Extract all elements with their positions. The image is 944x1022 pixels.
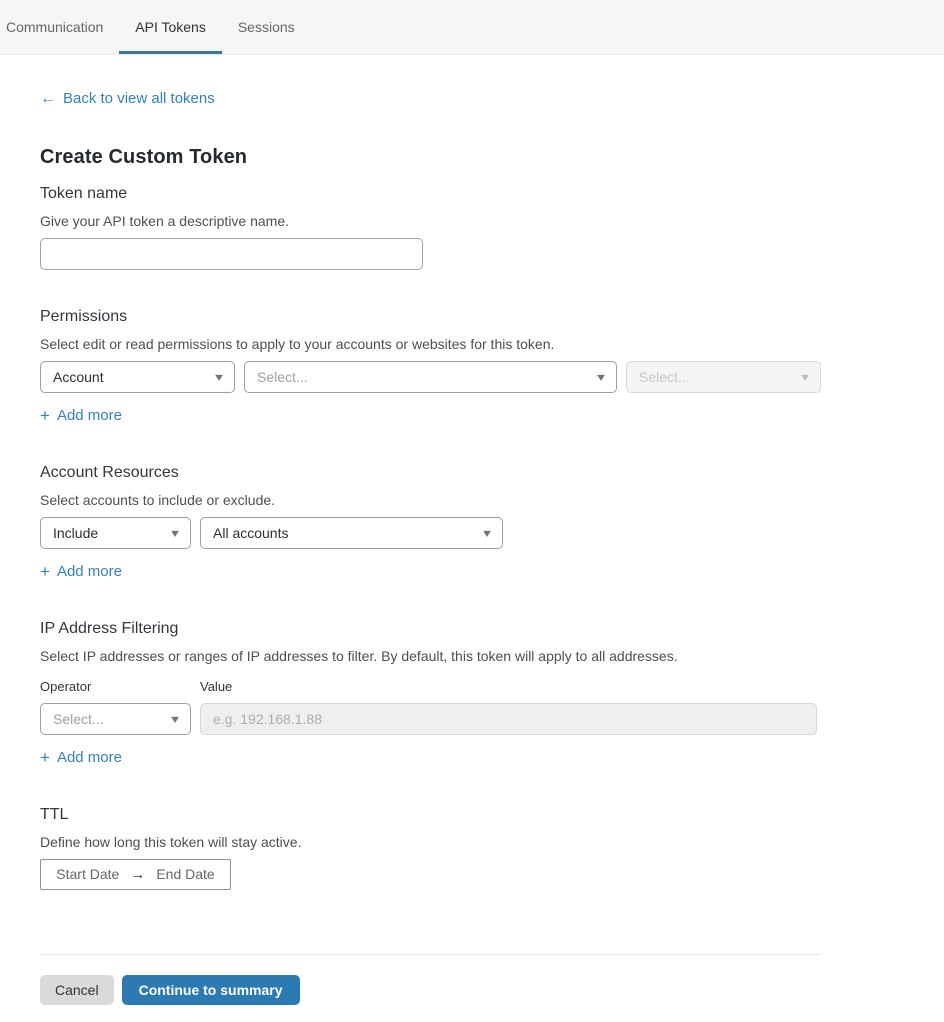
page-title: Create Custom Token xyxy=(40,145,248,168)
back-to-tokens-link[interactable] xyxy=(40,90,215,107)
permission-scope-value: Account xyxy=(53,368,104,385)
ttl-date-range-picker[interactable] xyxy=(40,859,231,890)
tab-sessions-label: Sessions xyxy=(237,19,295,35)
permission-access-select xyxy=(626,361,821,393)
ttl-description: Define how long this token will stay active. xyxy=(40,833,302,850)
plus-icon: + xyxy=(40,747,50,767)
chevron-down-icon: ▾ xyxy=(597,369,605,384)
chevron-down-icon: ▾ xyxy=(215,369,223,384)
operator-label: Operator xyxy=(40,678,92,694)
end-date-placeholder: End Date xyxy=(156,866,215,882)
chevron-down-icon: ▾ xyxy=(171,711,179,726)
token-name-input[interactable] xyxy=(40,238,423,270)
main-content xyxy=(0,55,944,1005)
footer-actions xyxy=(40,975,904,1005)
tab-communication-label: Communication xyxy=(6,19,104,35)
account-resources-add-more-label: Add more xyxy=(56,562,122,580)
arrow-right-icon: → xyxy=(130,865,146,883)
token-name-description: Give your API token a descriptive name. xyxy=(40,212,290,229)
tab-api-tokens-label: API Tokens xyxy=(135,19,206,35)
account-resources-add-more-link[interactable] xyxy=(40,563,122,580)
chevron-down-icon: ▾ xyxy=(171,525,179,540)
footer-divider xyxy=(40,954,820,955)
start-date-placeholder: Start Date xyxy=(56,866,120,882)
arrow-left-icon: ← xyxy=(40,89,56,107)
resource-accounts-select[interactable] xyxy=(200,517,503,549)
ip-operator-placeholder: Select... xyxy=(53,710,104,727)
tab-sessions[interactable] xyxy=(222,0,311,54)
cancel-button[interactable]: Cancel xyxy=(40,975,114,1005)
permissions-add-more-link[interactable] xyxy=(40,407,122,424)
chevron-down-icon: ▾ xyxy=(483,525,491,540)
tab-bar xyxy=(0,0,944,55)
account-resources-label: Account Resources xyxy=(40,463,179,481)
permission-scope-select[interactable] xyxy=(40,361,235,393)
permissions-label: Permissions xyxy=(40,307,128,325)
account-resources-description: Select accounts to include or exclude. xyxy=(40,491,276,508)
ip-operator-select[interactable] xyxy=(40,703,191,735)
ip-filtering-add-more-label: Add more xyxy=(56,748,122,766)
ttl-label: TTL xyxy=(40,805,69,823)
ip-field-labels xyxy=(40,679,904,694)
permission-item-placeholder: Select... xyxy=(257,368,308,385)
permissions-add-more-label: Add more xyxy=(56,406,122,424)
ip-filtering-label: IP Address Filtering xyxy=(40,619,179,637)
back-link-label: Back to view all tokens xyxy=(63,90,215,107)
permissions-description: Select edit or read permissions to apply to your accounts or websites for this token. xyxy=(40,335,555,352)
tab-communication[interactable] xyxy=(0,0,119,54)
chevron-down-icon: ▾ xyxy=(801,369,809,384)
resource-mode-value: Include xyxy=(53,524,99,541)
account-resources-row xyxy=(40,517,904,549)
ip-filtering-description: Select IP addresses or ranges of IP addresses to filter. By default, this token will apply to all addresses. xyxy=(40,647,678,664)
ip-value-input xyxy=(200,703,817,735)
plus-icon: + xyxy=(40,405,50,425)
resource-mode-select[interactable] xyxy=(40,517,191,549)
value-label: Value xyxy=(200,678,233,694)
resource-accounts-value: All accounts xyxy=(213,524,289,541)
plus-icon: + xyxy=(40,561,50,581)
permission-access-placeholder: Select... xyxy=(639,368,690,385)
tab-api-tokens[interactable] xyxy=(119,0,222,54)
permission-item-select[interactable] xyxy=(244,361,617,393)
continue-to-summary-button[interactable]: Continue to summary xyxy=(122,975,300,1005)
ip-filtering-row xyxy=(40,703,904,735)
ip-filtering-add-more-link[interactable] xyxy=(40,749,122,766)
token-name-label: Token name xyxy=(40,184,128,202)
permissions-row xyxy=(40,361,904,393)
